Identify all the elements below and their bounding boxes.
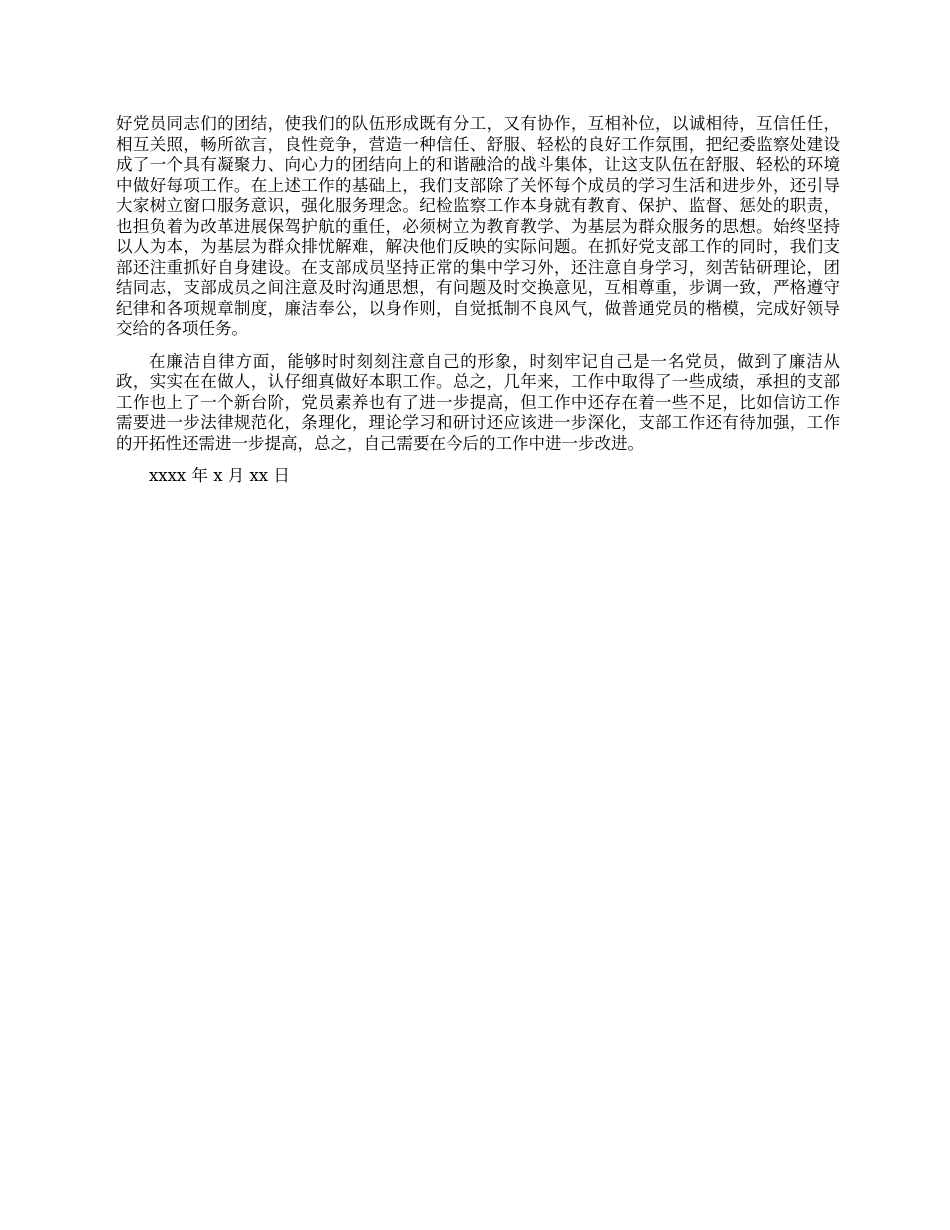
body-paragraph-2: 在廉洁自律方面，能够时时刻刻注意自己的形象，时刻牢记自己是一名党员，做到了廉洁从政，实实在在做人，认仔细真做好本职工作。总之，几年来，工作中取得了一些成绩，承担的支部工作也上了一个新台阶，党员素养也有了进一步提高，但工作中还存在着一些不足，比如信访工作需要进一步法律规范化，条理化，理论学习和研讨还应该进一步深化，支部工作还有待加强，工作的开拓性还需进一步提高，总之，自己需要在今后的工作中进一步改进。	[116, 351, 840, 453]
document-date: xxxx 年 x 月 xx 日	[149, 466, 290, 485]
body-paragraph-1: 好党员同志们的团结，使我们的队伍形成既有分工，又有协作，互相补位，以诚相待，互信任任，相互关照，畅所欲言，良性竞争，营造一种信任、舒服、轻松的良好工作氛围，把纪委监察处建设成了一个具有凝聚力、向心力的团结向上的和谐融洽的战斗集体，让这支队伍在舒服、轻松的环境中做好每项工作。在上述工作的基础上，我们支部除了关怀每个成员的学习生活和进步外，还引导大家树立窗口服务意识，强化服务理念。纪检监察工作本身就有教育、保护、监督、惩处的职责，也担负着为改革进展保驾护航的重任，必须树立为教育教学、为基层为群众服务的思想。始终坚持以人为本，为基层为群众排忧解难，解决他们反映的实际问题。在抓好党支部工作的同时，我们支部还注重抓好自身建设。在支部成员坚持正常的集中学习外，还注意自身学习，刻苦钻研理论，团结同志，支部成员之间注意及时沟通思想，有问题及时交换意见，互相尊重，步调一致，严格遵守纪律和各项规章制度，廉洁奉公，以身作则，自觉抵制不良风气，做普通党员的楷模，完成好领导交给的各项任务。	[116, 114, 840, 338]
document-page	[116, 114, 840, 503]
